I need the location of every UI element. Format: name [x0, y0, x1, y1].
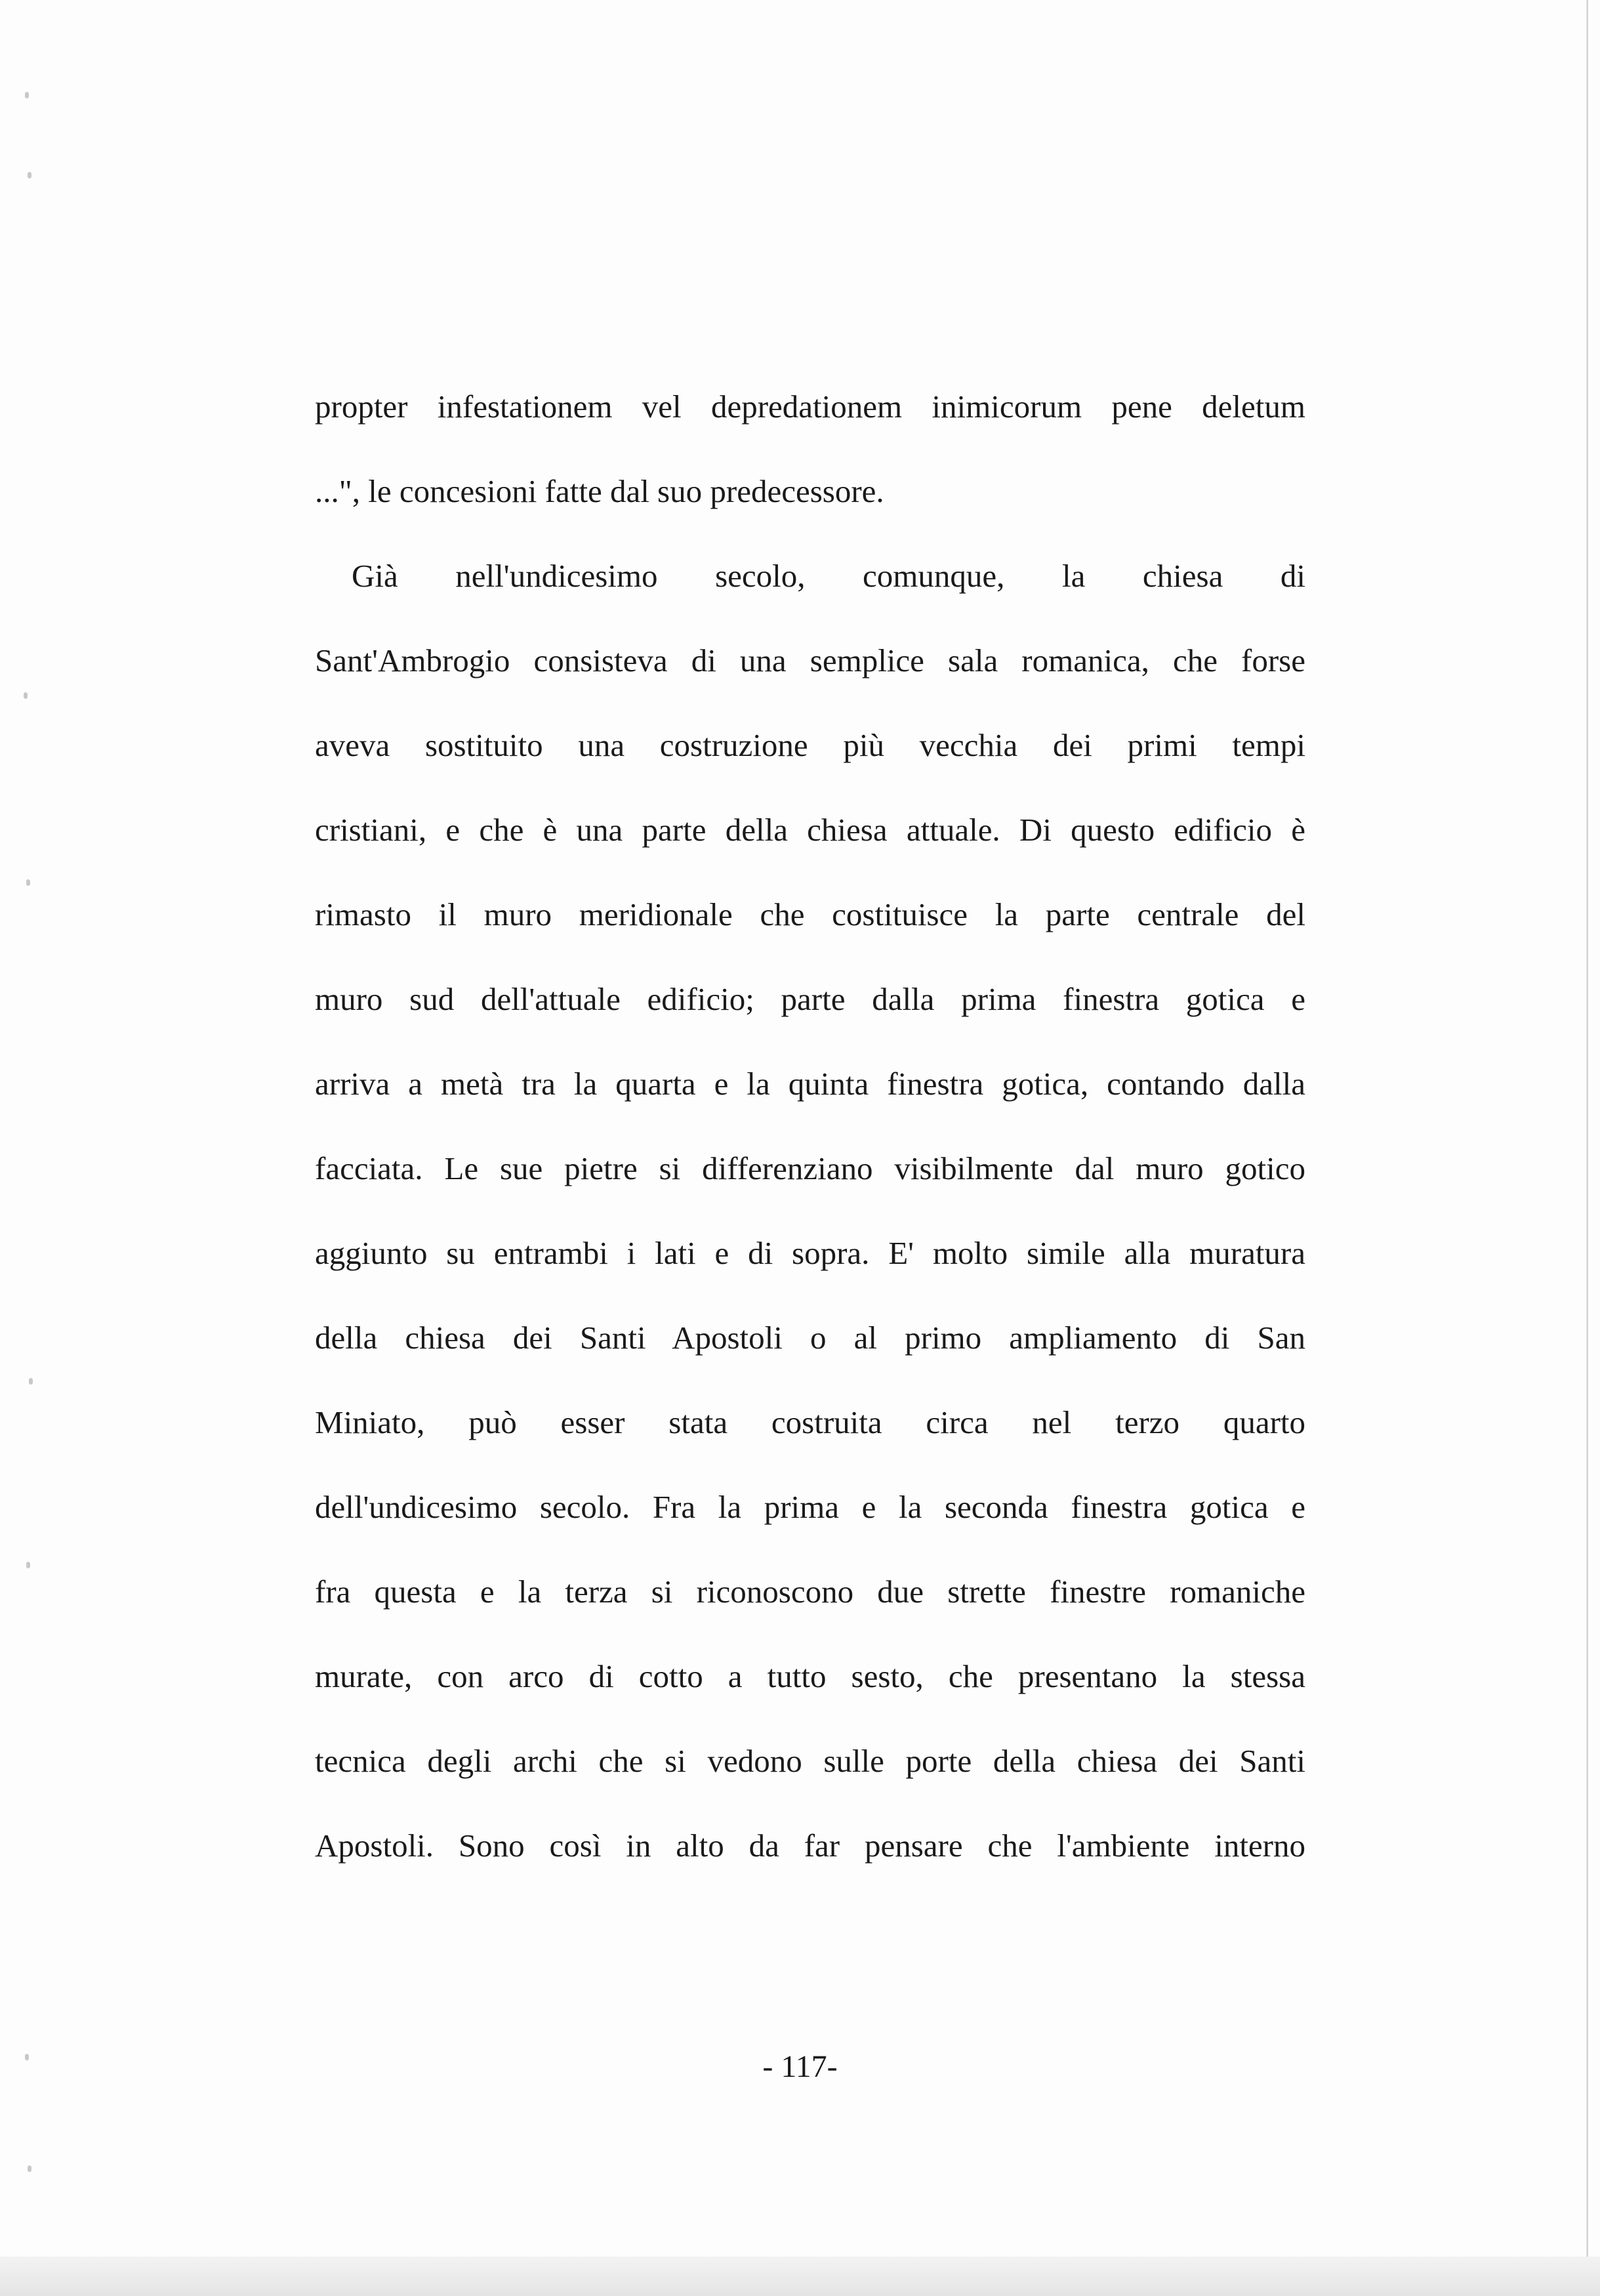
text-line: cristiani, e che è una parte della chiesa attuale. Di questo edificio è [315, 812, 1305, 848]
page-bottom-shadow [0, 2257, 1600, 2296]
text-line: ...", le concesioni fatte dal suo predecessore. [315, 473, 884, 509]
text-line: facciata. Le sue pietre si differenziano visibilmente dal muro gotico [315, 1150, 1305, 1186]
scan-speck [28, 172, 31, 178]
page-edge-shadow [1586, 0, 1588, 2257]
text-line: Miniato, può esser stata costruita circa nel terzo quarto [315, 1404, 1305, 1440]
text-line: aveva sostituito una costruzione più vecchia dei primi tempi [315, 727, 1305, 763]
scan-speck [26, 1562, 30, 1568]
text-line: propter infestationem vel depredationem inimicorum pene deletum [315, 388, 1305, 425]
text-line: aggiunto su entrambi i lati e di sopra. E' molto simile alla muratura [315, 1235, 1305, 1271]
page-number: - 117- [762, 2049, 838, 2084]
text-line: Apostoli. Sono così in alto da far pensare che l'ambiente interno [315, 1827, 1305, 1864]
scan-speck [25, 92, 29, 98]
text-line: murate, con arco di cotto a tutto sesto, che presentano la stessa [315, 1658, 1305, 1694]
scan-speck [24, 692, 28, 699]
text-line: Già nell'undicesimo secolo, comunque, la chiesa di [352, 558, 1305, 594]
text-line: della chiesa dei Santi Apostoli o al primo ampliamento di San [315, 1320, 1305, 1356]
text-line: Sant'Ambrogio consisteva di una semplice sala romanica, che forse [315, 642, 1305, 678]
text-line: muro sud dell'attuale edificio; parte dalla prima finestra gotica e [315, 981, 1305, 1017]
scan-speck [29, 1378, 33, 1385]
text-line: dell'undicesimo secolo. Fra la prima e la seconda finestra gotica e [315, 1489, 1305, 1525]
text-line: arriva a metà tra la quarta e la quinta finestra gotica, contando dalla [315, 1066, 1305, 1102]
text-line: rimasto il muro meridionale che costituisce la parte centrale del [315, 896, 1305, 932]
text-line: fra questa e la terza si riconoscono due strette finestre romaniche [315, 1574, 1305, 1610]
scan-speck [26, 879, 30, 886]
body-text [315, 364, 1305, 1888]
text-line: tecnica degli archi che si vedono sulle porte della chiesa dei Santi [315, 1743, 1305, 1779]
scan-speck [28, 2165, 31, 2172]
